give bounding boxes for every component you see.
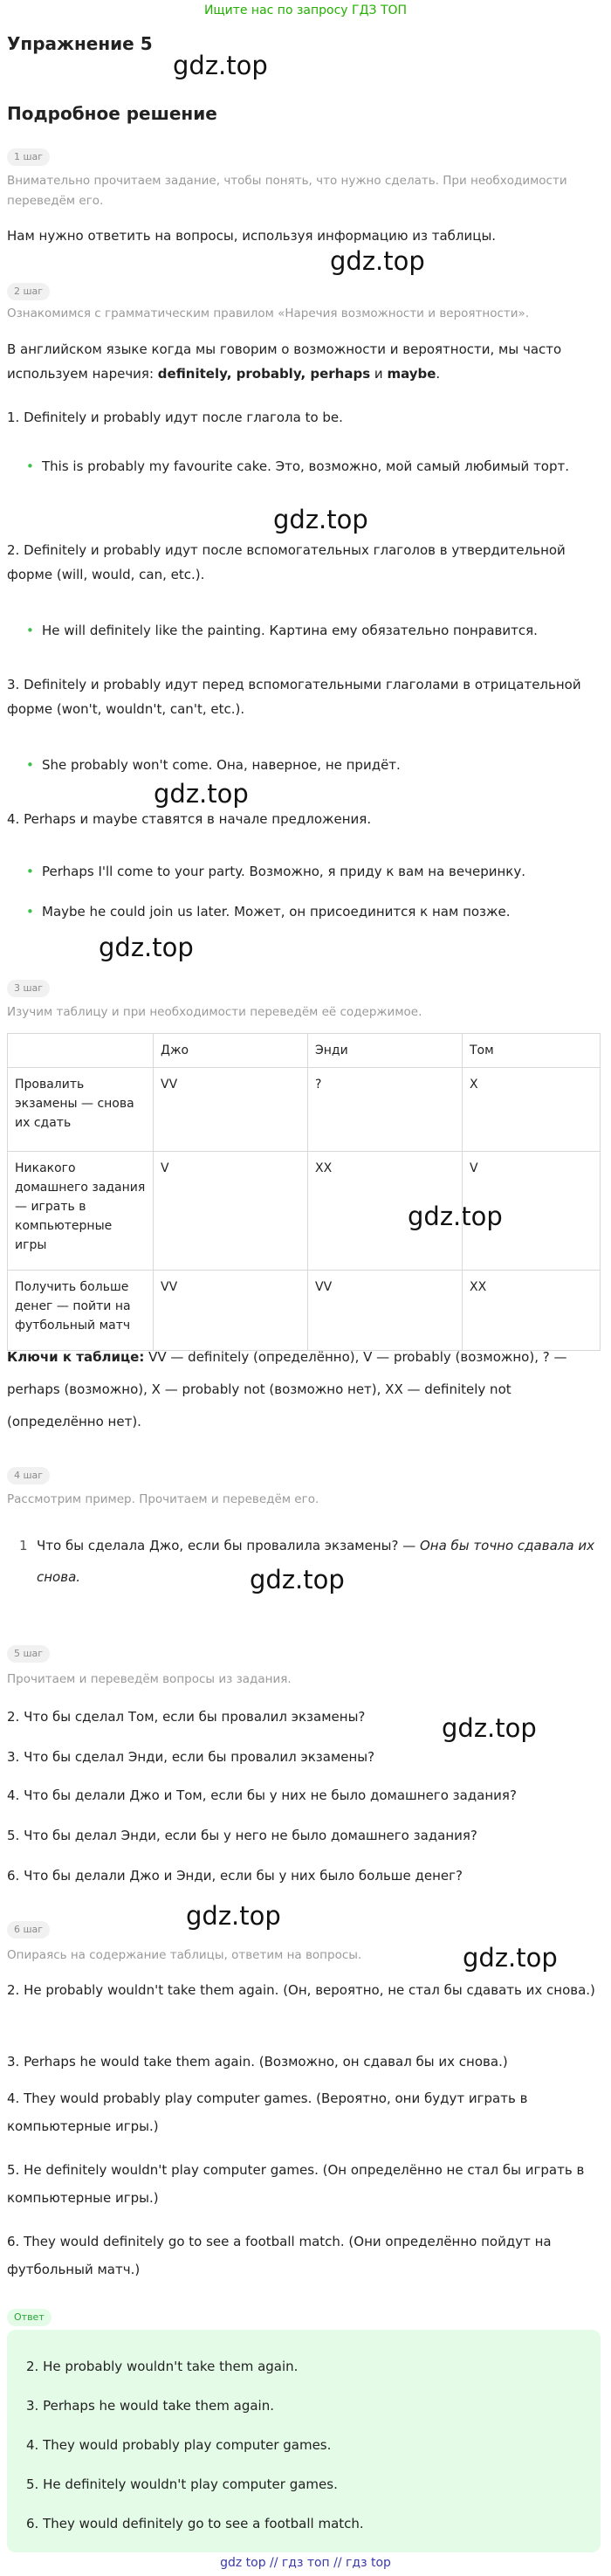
rule-intro	[7, 337, 601, 386]
watermark: gdz.top	[99, 933, 194, 962]
answer-item: 5. He definitely wouldn't play computer games. (Он определённо не стал бы играть в компьютерные игры.)	[7, 2162, 585, 2206]
table-row	[8, 1152, 601, 1271]
watermark: gdz.top	[273, 505, 368, 534]
watermark: gdz.top	[330, 246, 425, 276]
table-cell: V	[154, 1152, 308, 1271]
step-note: Внимательно прочитаем задание, чтобы понять, что нужно сделать. При необходимости переведём его.	[7, 174, 567, 208]
watermark: gdz.top	[154, 779, 249, 809]
table-key	[7, 1341, 601, 1438]
table-header-cell: Том	[463, 1034, 601, 1068]
table-cell: Получить больше денег — пойти на футбольный матч	[8, 1271, 154, 1351]
table-key-text: VV — definitely (определённо), V — probably (возможно), ? — perhaps (возможно), X — probably not (возможно нет), XX — definitely not (определённо нет).	[7, 1349, 567, 1429]
step-badge: 3 шаг	[7, 980, 50, 997]
rule-1: 1. Definitely и probably идут после глагола to be.	[7, 410, 343, 425]
example-question: Что бы сделала Джо, если бы провалила экзамены? —	[37, 1538, 420, 1553]
example-item	[19, 1530, 604, 1593]
final-answer-item: 2. He probably wouldn't take them again.	[26, 2359, 299, 2374]
answer-item: 2. He probably wouldn't take them again. (Он, вероятно, не стал бы сдавать их снова.)	[7, 1982, 595, 1998]
step-badge: 1 шаг	[7, 148, 50, 166]
step-note: Изучим таблицу и при необходимости переведём её содержимое.	[7, 1005, 422, 1019]
step-note: Прочитаем и переведём вопросы из задания.	[7, 1672, 292, 1686]
rule-intro-maybe: maybe	[387, 366, 436, 382]
example-answer: Она бы точно сдавала их снова.	[37, 1538, 594, 1585]
table-header-cell	[8, 1034, 154, 1068]
rule-4-example-2: • Maybe he could join us later. Может, он присоединится к нам позже.	[26, 899, 609, 924]
answer-item: 6. They would definitely go to see a football match. (Они определённо пойдут на футбольный матч.)	[7, 2234, 552, 2277]
table-cell: V	[463, 1152, 601, 1271]
final-answer-item: 5. He definitely wouldn't play computer games.	[26, 2476, 338, 2492]
rule-intro-end: .	[436, 366, 441, 382]
section-title: Подробное решение	[7, 103, 217, 124]
answer-badge: Ответ	[7, 2309, 51, 2326]
question-item: 4. Что бы делали Джо и Том, если бы у них не было домашнего задания?	[7, 1787, 517, 1803]
table-row	[8, 1271, 601, 1351]
example-number: 1	[19, 1538, 28, 1553]
answer-item: 3. Perhaps he would take them again. (Возможно, он сдавал бы их снова.)	[7, 2054, 508, 2070]
table-header-cell: Энди	[308, 1034, 463, 1068]
table-row	[8, 1068, 601, 1152]
table-cell: VV	[154, 1068, 308, 1152]
step-note: Ознакомимся с грамматическим правилом «Наречия возможности и вероятности».	[7, 307, 530, 320]
data-table	[7, 1033, 601, 1351]
question-item: 5. Что бы делал Энди, если бы у него не было домашнего задания?	[7, 1828, 477, 1843]
page-title: Упражнение 5	[7, 33, 153, 54]
table-header-row	[8, 1034, 601, 1068]
watermark: gdz.top	[408, 1202, 503, 1231]
step-note: Опираясь на содержание таблицы, ответим на вопросы.	[7, 1948, 362, 1962]
watermark: gdz.top	[250, 1565, 345, 1595]
table-cell: Никакого домашнего задания — играть в компьютерные игры	[8, 1152, 154, 1271]
rule-3-example: • She probably won't come. Она, наверное, не придёт.	[26, 753, 609, 777]
rule-intro-and: и	[370, 366, 388, 382]
table-cell: VV	[308, 1271, 463, 1351]
table-header-cell: Джо	[154, 1034, 308, 1068]
watermark: gdz.top	[186, 1901, 281, 1931]
final-answer-item: 4. They would probably play computer games.	[26, 2437, 332, 2453]
step-badge: 5 шаг	[7, 1645, 50, 1663]
step-badge: 6 шаг	[7, 1921, 50, 1939]
table-cell: X	[463, 1068, 601, 1152]
table-key-label: Ключи к таблице:	[7, 1349, 145, 1365]
table-cell: XX	[308, 1152, 463, 1271]
step-badge: 4 шаг	[7, 1467, 50, 1484]
step-note: Рассмотрим пример. Прочитаем и переведём его.	[7, 1492, 319, 1506]
table-cell: XX	[463, 1271, 601, 1351]
table-cell: VV	[154, 1271, 308, 1351]
question-item: 2. Что бы сделал Том, если бы провалил экзамены?	[7, 1709, 366, 1725]
watermark: gdz.top	[173, 51, 268, 80]
final-answer-item: 6. They would definitely go to see a football match.	[26, 2516, 364, 2531]
step-badge: 2 шаг	[7, 283, 50, 300]
step-text: Нам нужно ответить на вопросы, используя информацию из таблицы.	[7, 228, 497, 244]
top-banner[interactable]: Ищите нас по запросу ГДЗ ТОП	[203, 3, 408, 17]
answer-item: 4. They would probably play computer games. (Вероятно, они будут играть в компьютерные игры.)	[7, 2090, 528, 2134]
rule-2-example: • He will definitely like the painting. Картина ему обязательно понравится.	[26, 618, 609, 643]
rule-intro-text: В английском языке когда мы говорим о возможности и вероятности, мы часто используем наречия:	[7, 341, 562, 382]
rule-3: 3. Definitely и probably идут перед вспомогательными глаголами в отрицательной форме (won't, wouldn't, can't, etc.).	[7, 677, 581, 717]
rule-4: 4. Perhaps и maybe ставятся в начале предложения.	[7, 811, 372, 827]
footer-links[interactable]: gdz top // гдз топ // гдз top	[220, 2556, 391, 2570]
question-item: 6. Что бы делали Джо и Энди, если бы у них было больше денег?	[7, 1868, 463, 1884]
table-cell: ?	[308, 1068, 463, 1152]
watermark: gdz.top	[463, 1943, 558, 1973]
table-cell: Провалить экзамены — снова их сдать	[8, 1068, 154, 1152]
final-answer-item: 3. Perhaps he would take them again.	[26, 2398, 275, 2414]
rule-4-example-1: • Perhaps I'll come to your party. Возможно, я приду к вам на вечеринку.	[26, 859, 609, 884]
rule-intro-adverbs: definitely, probably, perhaps	[157, 366, 371, 382]
watermark: gdz.top	[442, 1713, 537, 1743]
rule-2: 2. Definitely и probably идут после вспомогательных глаголов в утвердительной форме (will, would, can, etc.).	[7, 542, 566, 582]
question-item: 3. Что бы сделал Энди, если бы провалил экзамены?	[7, 1749, 375, 1765]
rule-1-example: • This is probably my favourite cake. Это, возможно, мой самый любимый торт.	[26, 454, 609, 479]
